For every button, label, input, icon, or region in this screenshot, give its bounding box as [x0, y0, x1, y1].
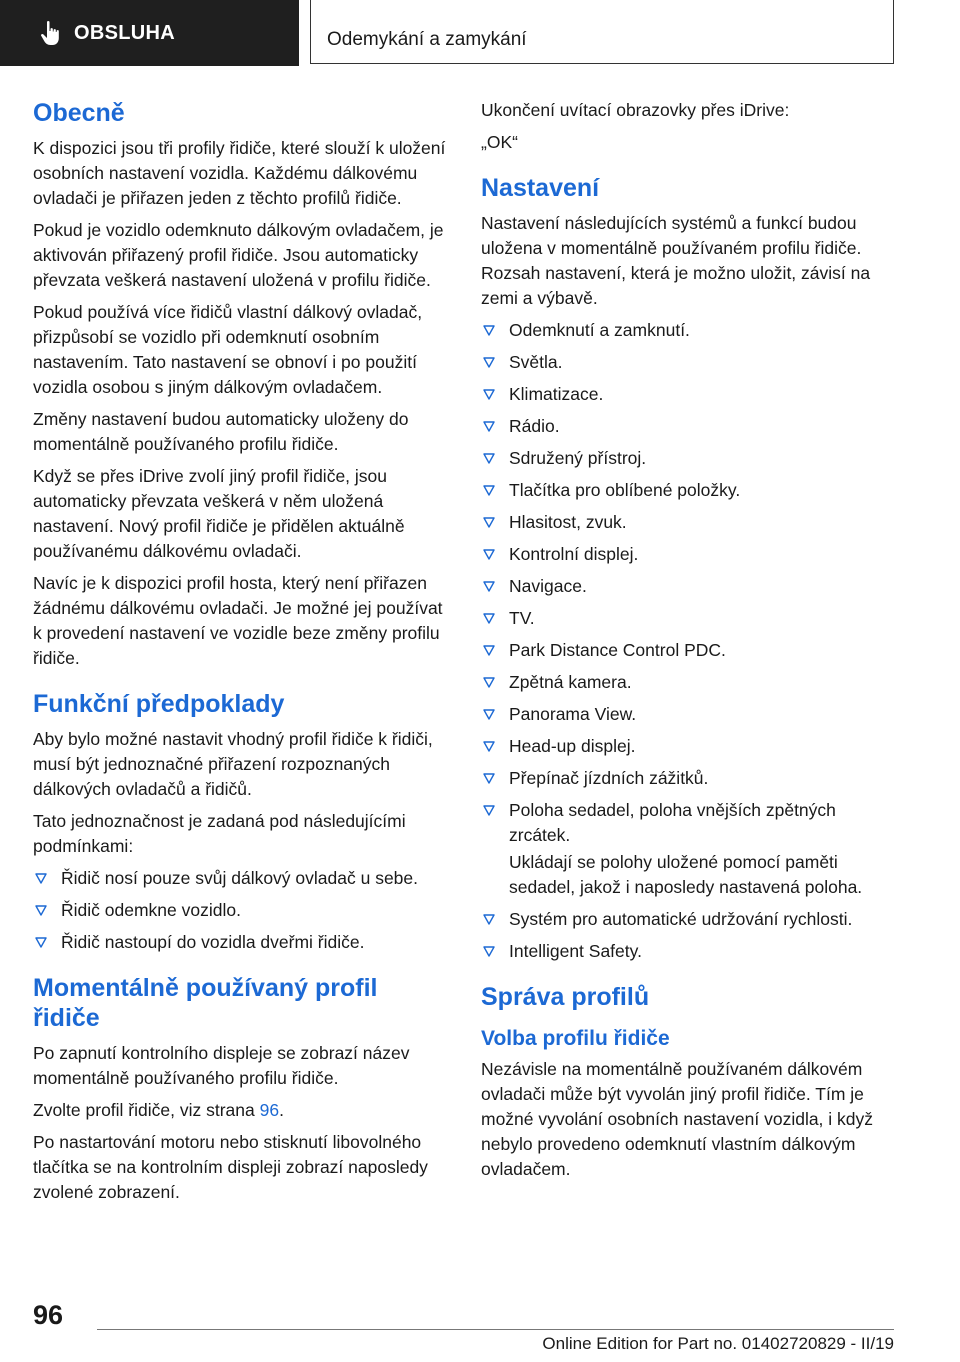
list-item-text: Intelligent Safety.: [509, 941, 642, 961]
triangle-bullet-icon: [483, 581, 495, 592]
page-reference-link[interactable]: 96: [259, 1100, 280, 1120]
paragraph-with-link: [33, 1098, 448, 1123]
list-item-text: Klimatizace.: [509, 384, 604, 404]
triangle-bullet-icon: [483, 645, 495, 656]
hand-pointer-icon: [40, 20, 62, 46]
paragraph: Změny nastavení budou automaticky uloženy do momentálně používaného profilu řidiče.: [33, 409, 409, 454]
list-item-text: Světla.: [509, 352, 563, 372]
list-item-text: Řidič nosí pouze svůj dálkový ovladač u sebe.: [61, 868, 419, 888]
paragraph: Pokud je vozidlo odemknuto dálkovým ovladačem, je aktivován přiřazený profil řidiče. Jsou automaticky převzata veškerá nastavení uložená v profilu řidiče.: [33, 220, 444, 290]
list-item: [481, 798, 896, 900]
conditions-list: [33, 866, 448, 955]
triangle-bullet-icon: [483, 421, 495, 432]
triangle-bullet-icon: [483, 773, 495, 784]
section-label: OBSLUHA: [74, 21, 175, 44]
list-item: [481, 670, 896, 695]
paragraph-text: Zvolte profil řidiče, viz strana: [33, 1100, 260, 1120]
triangle-bullet-icon: [483, 914, 495, 925]
right-column: [481, 98, 896, 1189]
heading-general: Obecně: [33, 99, 125, 127]
seat-memory-note: Ukládají se polohy uložené pomocí paměti sedadel, jakož i naposledy nastavená poloha.: [509, 852, 863, 897]
settings-list: [481, 318, 896, 964]
list-item: [481, 318, 896, 343]
triangle-bullet-icon: [483, 357, 495, 368]
chapter-box: [310, 0, 894, 64]
triangle-bullet-icon: [483, 453, 495, 464]
paragraph: Ukončení uvítací obrazovky přes iDrive:: [481, 100, 790, 120]
list-item: [481, 734, 896, 759]
paragraph: Tato jednoznačnost je zadaná pod následujícími podmínkami:: [33, 811, 406, 856]
list-item: [33, 930, 448, 955]
list-item: [33, 866, 448, 891]
list-item-text: Navigace.: [509, 576, 587, 596]
triangle-bullet-icon: [483, 709, 495, 720]
list-item-text: Kontrolní displej.: [509, 544, 639, 564]
list-item: [481, 766, 896, 791]
list-item-text: Řidič odemkne vozidlo.: [61, 900, 241, 920]
heading-current-profile: Momentálně používaný profil řidiče: [33, 974, 378, 1032]
paragraph: Po nastartování motoru nebo stisknutí libovolného tlačítka se na kontrolním displeji zobrazí naposledy zvolené zobrazení.: [33, 1132, 428, 1202]
page-header: [0, 0, 960, 66]
list-item: [33, 898, 448, 923]
list-item-text: Zpětná kamera.: [509, 672, 632, 692]
list-item: [481, 478, 896, 503]
list-item: [481, 382, 896, 407]
list-item: [481, 702, 896, 727]
list-item-text: Tlačítka pro oblíbené položky.: [509, 480, 741, 500]
paragraph: Aby bylo možné nastavit vhodný profil řidiče k řidiči, musí být jednoznačné přiřazení rozpoznaných dálkových ovladačů a řidičů.: [33, 729, 433, 799]
list-item-text: Odemknutí a zamknutí.: [509, 320, 690, 340]
triangle-bullet-icon: [483, 517, 495, 528]
subheading-select-profile: Volba profilu řidiče: [481, 1027, 670, 1050]
triangle-bullet-icon: [483, 741, 495, 752]
list-item: [481, 606, 896, 631]
list-item-text: Park Distance Control PDC.: [509, 640, 726, 660]
list-item: [481, 542, 896, 567]
list-item: [481, 939, 896, 964]
page-number: 96: [33, 1300, 64, 1330]
triangle-bullet-icon: [483, 389, 495, 400]
list-item: [481, 574, 896, 599]
triangle-bullet-icon: [483, 946, 495, 957]
list-item-text: Systém pro automatické udržování rychlosti.: [509, 909, 853, 929]
triangle-bullet-icon: [483, 485, 495, 496]
left-column: [33, 98, 448, 1212]
list-item: [481, 350, 896, 375]
list-item-text: Sdružený přístroj.: [509, 448, 647, 468]
list-item-text: Head-up displej.: [509, 736, 636, 756]
list-item-text: Poloha sedadel, poloha vnějších zpětných zrcátek.: [509, 800, 836, 845]
list-item-text: Panorama View.: [509, 704, 637, 724]
triangle-bullet-icon: [35, 905, 47, 916]
paragraph: Po zapnutí kontrolního displeje se zobrazí název momentálně používaného profilu řidiče.: [33, 1043, 410, 1088]
paragraph: Pokud používá více řidičů vlastní dálkový ovladač, přizpůsobí se vozidlo při odemknutí osobním nastavením. Tato nastavení se obnoví i po použití vozidla osobou s jiným dálkovým ovladačem.: [33, 302, 423, 397]
heading-settings: Nastavení: [481, 174, 600, 202]
list-item: [481, 907, 896, 932]
paragraph: K dispozici jsou tři profily řidiče, které slouží k uložení osobních nastavení vozidla. Každému dálkovému ovladači je přiřazen jeden z těchto profilů řidiče.: [33, 138, 446, 208]
section-tab: [0, 0, 299, 66]
list-item: [481, 446, 896, 471]
paragraph: Navíc je k dispozici profil hosta, který není přiřazen žádnému dálkovému ovladači. Je možné jej používat k provedení nastavení ve vozidle beze změny profilu řidiče.: [33, 573, 443, 668]
list-item: [481, 638, 896, 663]
list-item: [481, 510, 896, 535]
list-item-text: Přepínač jízdních zážitků.: [509, 768, 709, 788]
list-item: [481, 414, 896, 439]
chapter-title: Odemykání a zamykání: [327, 29, 527, 50]
paragraph: Nastavení následujících systémů a funkcí budou uložena v momentálně používaném profilu řidiče. Rozsah nastavení, která je možno uložit, závisí na zemi a výbavě.: [481, 213, 871, 308]
triangle-bullet-icon: [483, 677, 495, 688]
paragraph-end: .: [279, 1100, 284, 1120]
paragraph: Nezávisle na momentálně používaném dálkovém ovladači může být vyvolán jiný profil řidiče. Tím je možné vyvolání osobních nastavení vozidla, i když nebylo provedeno odemknutí vlastním dálkovým ovladačem.: [481, 1059, 874, 1180]
paragraph: Když se přes iDrive zvolí jiný profil řidiče, jsou automaticky převzata veškerá v něm uložená nastavení. Nový profil řidiče je přidělen aktuálně používanému dálkovému ovladači.: [33, 466, 405, 561]
list-item-text: TV.: [509, 608, 535, 628]
triangle-bullet-icon: [35, 937, 47, 948]
list-item-text: Rádio.: [509, 416, 560, 436]
paragraph: „OK“: [481, 132, 518, 152]
heading-prerequisites: Funkční předpoklady: [33, 690, 285, 718]
footer-edition: Online Edition for Part no. 01402720829 - II/19: [542, 1334, 894, 1353]
heading-profile-management: Správa profilů: [481, 983, 650, 1011]
triangle-bullet-icon: [483, 549, 495, 560]
triangle-bullet-icon: [483, 805, 495, 816]
triangle-bullet-icon: [35, 873, 47, 884]
list-item-text: Řidič nastoupí do vozidla dveřmi řidiče.: [61, 932, 365, 952]
triangle-bullet-icon: [483, 325, 495, 336]
triangle-bullet-icon: [483, 613, 495, 624]
list-item-text: Hlasitost, zvuk.: [509, 512, 627, 532]
footer-divider: [97, 1329, 894, 1330]
